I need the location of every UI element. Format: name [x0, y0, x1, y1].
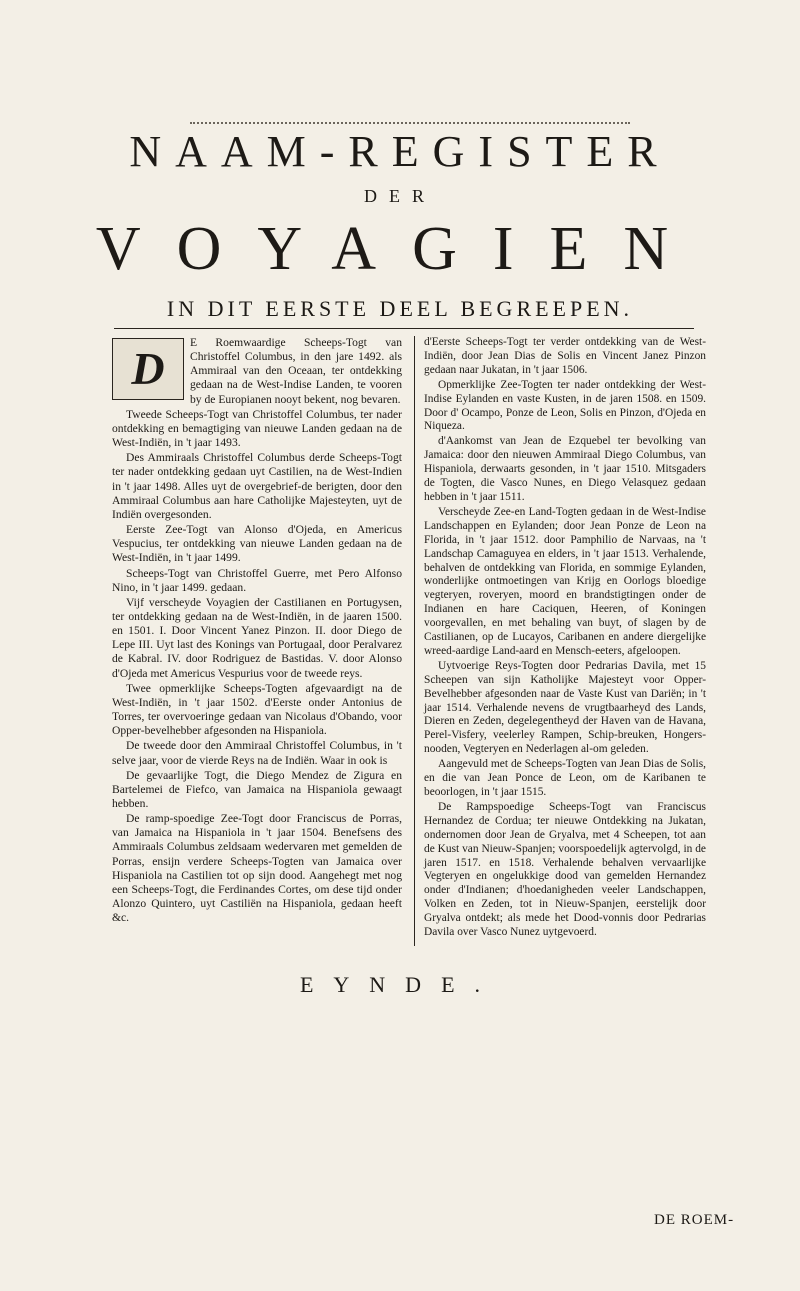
entry: Eerste Zee-Togt van Alonso d'Ojeda, en Americus Vespucius, ter ontdekking van nieuwe Landen gedaan na de West-Indiën, in 't jaar 1499. — [112, 523, 402, 565]
column-divider — [414, 336, 415, 946]
entry: Uytvoerige Reys-Togten door Pedrarias Davila, met 15 Scheepen van sijn Katholijke Majesteyt voor Opper-Bevelhebber afgesonden naar de Vaste Kust van Dariën; in 't jaar 1514. Verhalende nevens de vrugtbaarheyd des Lands, Dieren en Zeden, degelegentheyd der Haven van de Havana, Perel-Visfery, veelerley Rampen, Schip-breuken, Hongers-nooden, Vegteryen en Nederlagen al-om geleden. — [424, 659, 706, 756]
title-naam-register: NAAM-REGISTER — [129, 127, 671, 176]
right-column — [424, 336, 706, 941]
title-voyagien: VOYAGIEN — [95, 215, 705, 283]
entry: E Roemwaardige Scheeps-Togt van Christoffel Columbus, in den jare 1492. als Ammiraal van den Oceaan, ter ontdekking gedaan na de West-Indise Landen, te vooren by de Europianen nooyt bekent, nog bevaren. — [190, 336, 402, 406]
entry: Des Ammiraals Christoffel Columbus derde Scheeps-Togt ter nader ontdekking gedaan uyt Castilien, na de West-Indien in 't jaar 1498. Alles uyt de overgebrief-de berigten, door den Ammiraal Columbus aan hare Catholijke Majesteyten, uyt de Indiën overgesonden. — [112, 451, 402, 521]
entry: Verscheyde Zee-en Land-Togten gedaan in de West-Indise Landschappen en Eylanden; door Jean Ponze de Leon na Florida, in 't jaar 1512. door Pamphilio de Narvaas, na 't Landschap Camaguyea en elders, in 't jaar 1513. Verhalende, behalven de ontdekking van Florida, en sommige Eylanden, wonderlijke ontmoetingen van Krijg en Oorlogs bloedige vegteryen, roveryen, moord en brandstigtingen onder de Indianen en hare Caciquen, Heeren, of Koningen voorgevallen, en met behaling van buyt, of slagen by de Castilianen, op de Lucayos, Caribanen en andere diergelijke wreed-aardige Land-aard en Mensch-eeters, afgeloopen. — [424, 505, 706, 657]
left-column — [112, 336, 402, 926]
entry: De Rampspoedige Scheeps-Togt van Franciscus Hernandez de Cordua; ter nieuwe Ontdekking na Jukatan, ondernomen door Jean de Gryalva, met 4 Scheepen, tot aan de Kust van Nieuw-Spanjen; voorspoedelijk agtervolgd, in de jaren 1517. en 1518. Verhalende behalven vervaarlijke Vegteryen en ongelukkige dood van gemelden Hernandez onder d'Indianen; d'hoedanigheden veeler Landschappen, Volken en Zeden, tot in Nieuw-Spanjen, eerstelijk door Gryalva ontdekt; als mede het Dood-vonnis door Pedrarias Davila over Vasco Nunez uytgevoerd. — [424, 800, 706, 939]
entry: Vijf verscheyde Voyagien der Castilianen en Portugysen, ter ontdekking gedaan na de West-Indiën, in de jaaren 1500. en 1501. I. Door Vincent Yanez Pinzon. II. door Diego de Lepe III. Uyt last des Konings van Portugaal, door Peralvarez de Kabral. IV. door Rodriguez de Bastidas. V. door Alonso d'Ojeda met Americus Vespurius voor de tweede reys. — [112, 595, 402, 680]
ornamental-rule — [190, 122, 630, 124]
entry: Twee opmerklijke Scheeps-Togten afgevaardigt na de West-Indiën, in 't jaar 1502. d'Eerste onder Antonius de Torres, ter overvoeringe gedaan van Nicolaus d'Obando, voor Opper-bevelhebber afgesonden na Hispaniola. — [112, 681, 402, 738]
entry: Scheeps-Togt van Christoffel Guerre, met Pero Alfonso Nino, in 't jaar 1499. gedaan. — [112, 566, 402, 594]
catchword: DE ROEM- — [654, 1212, 735, 1228]
header-rule — [114, 328, 694, 329]
title-der: DER — [364, 186, 436, 206]
entry: De ramp-spoedige Zee-Togt door Franciscus de Porras, van Jamaica na Hispaniola in 't jaar 1504. Benefsens des Ammiraals Columbus zeldsaam wedervaren met gemelden de Porras, ensijn verdere Scheeps-Togten van Jamaica over Hispaniola na Castilien tot op sijn dood. Aangehegt met nog een Scheeps-Togt, die Ferdinandes Cortes, om dese tijd onder Alonzo Quintero, uyt Castiliën na Hispaniola, gedaan heeft &c. — [112, 812, 402, 925]
subtitle: IN DIT EERSTE DEEL BEGREEPEN. — [166, 296, 634, 321]
entry: Aangevuld met de Scheeps-Togten van Jean Dias de Solis, en die van Jean Ponce de Leon, om de Karibanen te beoorlogen, in 't jaar 1515. — [424, 758, 706, 798]
entry: Opmerklijke Zee-Togten ter nader ontdekking der West-Indise Eylanden en vaste Kusten, in de jaren 1508. en 1509. Door d' Ocampo, Ponze de Leon, Solis en Pinzon, d'Ojeda en Niqueza. — [424, 378, 706, 433]
entry: De gevaarlijke Togt, die Diego Mendez de Zigura en Bartelemei de Fiefco, van Jamaica na Hispaniola gewaagt hebben. — [112, 768, 402, 810]
entry: d'Eerste Scheeps-Togt ter verder ontdekking van de West-Indiën, door Jean Dias de Solis en Vincent Janez Pinzon gedaan naar Jukatan, in 't jaar 1506. — [424, 336, 706, 376]
entry: Tweede Scheeps-Togt van Christoffel Columbus, ter nader ontdekking en bemagtiging van nieuwe Landen gedaan na de West-Indiën, in 't jaar 1493. — [112, 407, 402, 450]
end-mark: EYNDE. — [299, 972, 501, 997]
entry: De tweede door den Ammiraal Christoffel Columbus, in 't selve jaar, voor de vierde Reys na de Indiën. Waar in ook is — [112, 739, 402, 767]
entry: d'Aankomst van Jean de Ezquebel ter bevolking van Jamaica: door den nieuwen Ammiraal Diego Columbus, van Hispaniola, derwaarts gesonden, in 't jaar 1510. Mitsgaders de Togten, die Vasco Nunes, en Diego Velasquez gedaan hebben in 't jaar 1511. — [424, 435, 706, 503]
decorated-initial: D — [112, 338, 184, 400]
